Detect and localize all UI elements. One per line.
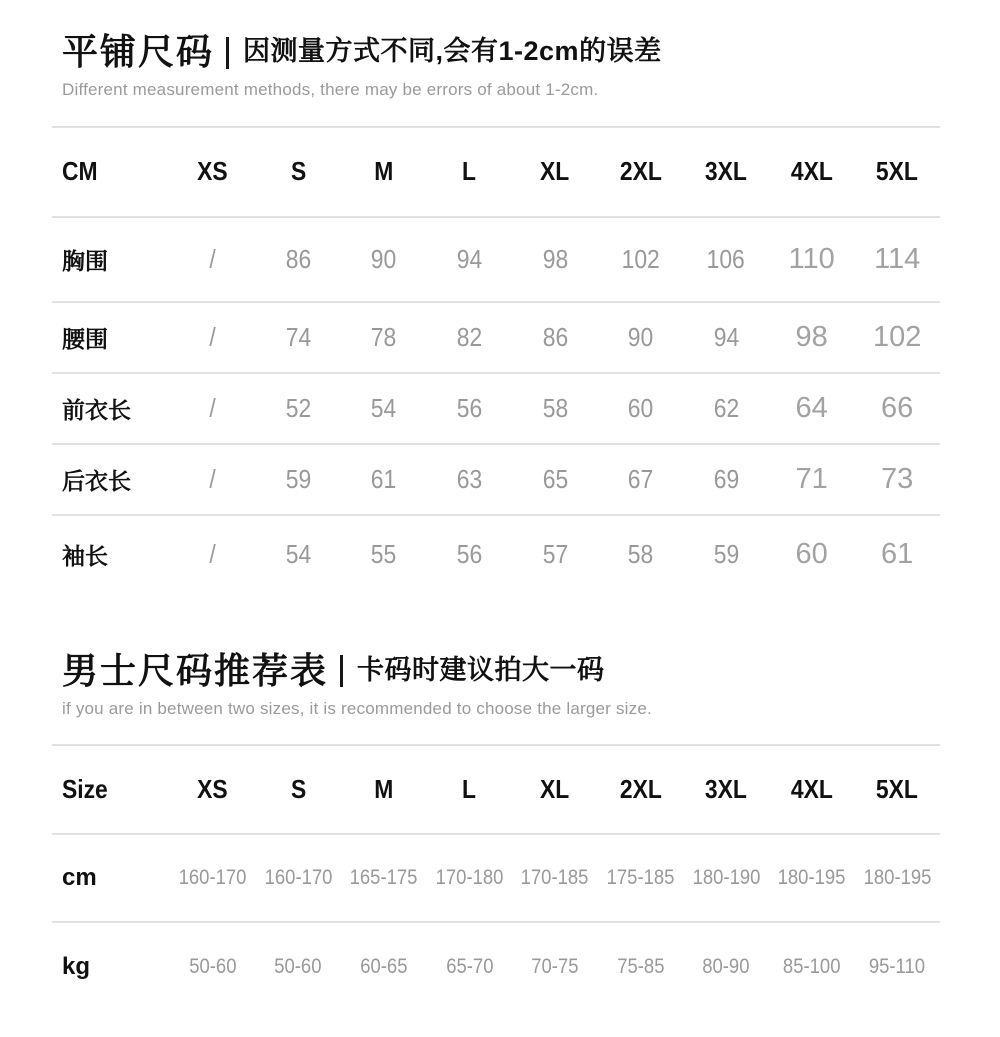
size-value: /: [209, 243, 216, 274]
size-value: 86: [542, 321, 568, 352]
size-value-cell: [854, 515, 940, 593]
size-column-header: [427, 745, 513, 834]
size-value: 63: [456, 463, 483, 494]
size-value: 65-70: [445, 954, 494, 978]
size-value: 65: [542, 463, 568, 494]
column-header-label: 4XL: [790, 774, 833, 805]
size-value: 86: [285, 243, 312, 274]
size-value-cell: [512, 834, 598, 922]
row-label-cell: [52, 922, 170, 1010]
flat-size-table: [52, 126, 940, 593]
size-value: 66: [881, 391, 914, 424]
men-recommend-section: [0, 649, 1000, 1011]
men-recommend-subtitle-en: if you are in between two sizes, it is recommended to choose the larger size.: [62, 698, 652, 718]
table-row: [52, 515, 940, 593]
size-value: 95-110: [869, 954, 926, 978]
size-value: 61: [371, 463, 397, 494]
size-value-cell: [170, 922, 256, 1010]
men-recommend-header-row: [52, 745, 940, 834]
size-value: 62: [713, 392, 739, 423]
row-label: 前衣长: [62, 396, 131, 423]
row-label-header: [52, 127, 170, 217]
size-value-cell: [427, 444, 513, 515]
size-value: 170-180: [435, 866, 504, 890]
size-column-header: [769, 745, 855, 834]
size-value: 80-90: [702, 954, 750, 978]
row-label-cell: [52, 444, 170, 515]
size-value-cell: [683, 515, 769, 593]
size-value: 98: [542, 243, 568, 274]
size-value: 175-185: [606, 866, 675, 890]
men-recommend-title-row: [62, 649, 1000, 692]
size-value-cell: [854, 373, 940, 444]
size-value-cell: [854, 302, 940, 373]
size-value: 94: [713, 321, 739, 352]
size-value: 73: [881, 462, 914, 495]
size-value-cell: [256, 444, 342, 515]
size-value: 58: [627, 538, 654, 569]
row-label: 袖长: [62, 542, 108, 569]
size-value-cell: [427, 217, 513, 302]
size-column-header: [683, 745, 769, 834]
size-value-cell: [854, 922, 940, 1010]
size-value: 85-100: [782, 954, 841, 978]
size-value-cell: [854, 834, 940, 922]
row-label: 后衣长: [62, 467, 131, 494]
row-label-cell: [52, 834, 170, 922]
size-value: /: [209, 538, 216, 569]
size-value-cell: [256, 217, 342, 302]
size-value: 82: [456, 321, 483, 352]
size-value: 57: [542, 538, 568, 569]
size-column-header: [598, 745, 684, 834]
size-value: 60: [795, 537, 828, 570]
column-header-label: 2XL: [619, 774, 662, 805]
men-recommend-title-note: 卡码时建议拍大一码: [357, 654, 605, 685]
size-value-cell: [854, 217, 940, 302]
size-value: 98: [795, 320, 828, 353]
size-value: 90: [371, 243, 397, 274]
men-recommend-title: 男士尺码推荐表: [62, 649, 329, 691]
size-value: 180-195: [863, 866, 932, 890]
table-row: [52, 922, 940, 1010]
size-value-cell: [598, 515, 684, 593]
size-value-cell: [341, 515, 427, 593]
column-header-label: XS: [197, 774, 229, 805]
size-value: 56: [456, 392, 483, 423]
size-column-header: [170, 127, 256, 217]
size-value: 69: [713, 463, 739, 494]
size-value: 180-190: [692, 866, 760, 890]
size-value-cell: [427, 922, 513, 1010]
size-column-header: [256, 745, 342, 834]
row-label: kg: [62, 952, 91, 980]
size-value: 54: [371, 392, 397, 423]
size-value-cell: [256, 922, 342, 1010]
size-value-cell: [512, 373, 598, 444]
men-recommend-table: [52, 744, 940, 1010]
row-label-header: [52, 745, 170, 834]
size-value: 170-185: [521, 866, 589, 890]
size-value: 71: [795, 462, 828, 495]
size-value: 60-65: [360, 954, 408, 978]
size-value: 180-195: [777, 866, 846, 890]
flat-size-title-row: [62, 30, 1000, 73]
size-column-header: [854, 127, 940, 217]
size-value-cell: [170, 444, 256, 515]
size-value-cell: [427, 373, 513, 444]
size-column-header: [769, 127, 855, 217]
size-value-cell: [769, 515, 855, 593]
size-value-cell: [683, 922, 769, 1010]
size-value-cell: [598, 302, 684, 373]
size-value: 59: [713, 538, 739, 569]
size-value: 54: [285, 538, 312, 569]
size-value: 70-75: [531, 954, 579, 978]
flat-size-title: 平铺尺码: [62, 31, 215, 72]
size-value-cell: [427, 515, 513, 593]
size-value: 52: [285, 392, 312, 423]
column-header-label: 3XL: [705, 156, 748, 187]
size-value-cell: [512, 922, 598, 1010]
row-label: cm: [62, 864, 97, 892]
row-label-cell: [52, 302, 170, 373]
size-value: 60: [627, 392, 654, 423]
row-label-cell: [52, 373, 170, 444]
size-value: 56: [456, 538, 483, 569]
size-value-cell: [683, 834, 769, 922]
size-value-cell: [256, 834, 342, 922]
size-value: 67: [627, 463, 654, 494]
size-value-cell: [598, 373, 684, 444]
size-value: /: [209, 321, 216, 352]
size-value-cell: [256, 515, 342, 593]
size-column-header: [512, 745, 598, 834]
column-header-label: Size: [62, 774, 108, 805]
size-column-header: [854, 745, 940, 834]
size-value-cell: [854, 444, 940, 515]
flat-size-subtitle-en: Different measurement methods, there may be errors of about 1-2cm.: [62, 80, 599, 100]
size-value-cell: [512, 302, 598, 373]
size-value-cell: [512, 515, 598, 593]
size-value-cell: [256, 302, 342, 373]
table-row: [52, 444, 940, 515]
size-value-cell: [170, 834, 256, 922]
size-value-cell: [769, 834, 855, 922]
size-column-header: [427, 127, 513, 217]
size-value: 106: [706, 243, 746, 274]
size-value-cell: [598, 444, 684, 515]
column-header-label: L: [462, 774, 477, 805]
size-value: 165-175: [349, 866, 418, 890]
size-value-cell: [769, 217, 855, 302]
size-value-cell: [341, 373, 427, 444]
table-row: [52, 217, 940, 302]
size-value: 90: [627, 321, 654, 352]
size-column-header: [341, 127, 427, 217]
size-value: 59: [285, 463, 312, 494]
size-value-cell: [427, 834, 513, 922]
size-value: 110: [788, 242, 835, 275]
column-header-label: M: [374, 774, 394, 805]
size-value-cell: [769, 373, 855, 444]
column-header-label: XS: [197, 156, 229, 187]
size-value: /: [209, 463, 216, 494]
size-value-cell: [512, 444, 598, 515]
size-column-header: [512, 127, 598, 217]
size-value: 114: [874, 242, 921, 275]
column-header-label: L: [462, 156, 477, 187]
size-value: 58: [542, 392, 568, 423]
size-value: 160-170: [178, 866, 247, 890]
column-header-label: S: [290, 774, 306, 805]
row-label-cell: [52, 515, 170, 593]
size-value-cell: [341, 302, 427, 373]
size-column-header: [170, 745, 256, 834]
size-value-cell: [341, 922, 427, 1010]
size-value: 61: [881, 537, 914, 570]
size-column-header: [341, 745, 427, 834]
column-header-label: 5XL: [876, 156, 919, 187]
size-value-cell: [170, 515, 256, 593]
size-value-cell: [256, 373, 342, 444]
size-column-header: [256, 127, 342, 217]
size-value-cell: [427, 302, 513, 373]
size-value-cell: [341, 444, 427, 515]
table-row: [52, 834, 940, 922]
size-value: 78: [371, 321, 397, 352]
flat-size-title-note: 因测量方式不同,会有1-2cm的误差: [243, 36, 662, 67]
size-value: 64: [795, 391, 828, 424]
size-value-cell: [683, 373, 769, 444]
size-value-cell: [683, 217, 769, 302]
column-header-label: S: [290, 156, 306, 187]
column-header-label: XL: [540, 156, 570, 187]
column-header-label: 5XL: [876, 774, 919, 805]
size-value: /: [209, 392, 216, 423]
size-value-cell: [769, 302, 855, 373]
title-divider-bar: [226, 37, 229, 69]
size-value-cell: [683, 302, 769, 373]
size-value: 50-60: [189, 954, 237, 978]
column-header-label: XL: [540, 774, 570, 805]
table-row: [52, 373, 940, 444]
column-header-label: 2XL: [619, 156, 662, 187]
column-header-label: 3XL: [705, 774, 748, 805]
size-value-cell: [769, 922, 855, 1010]
column-header-label: CM: [62, 156, 98, 187]
table-row: [52, 302, 940, 373]
size-value: 102: [621, 243, 660, 274]
size-value-cell: [341, 217, 427, 302]
title-divider-bar: [340, 655, 343, 687]
size-chart-page: [0, 30, 1000, 1010]
column-header-label: M: [374, 156, 394, 187]
size-value-cell: [598, 834, 684, 922]
flat-size-header-row: [52, 127, 940, 217]
size-value-cell: [170, 302, 256, 373]
size-value: 55: [371, 538, 397, 569]
size-column-header: [598, 127, 684, 217]
size-value-cell: [170, 373, 256, 444]
size-value-cell: [769, 444, 855, 515]
size-value-cell: [170, 217, 256, 302]
size-value: 94: [456, 243, 483, 274]
size-value: 75-85: [616, 954, 665, 978]
size-value: 102: [872, 320, 922, 353]
flat-size-section: [0, 30, 1000, 593]
size-value: 160-170: [264, 866, 333, 890]
size-value-cell: [598, 217, 684, 302]
size-value-cell: [512, 217, 598, 302]
size-column-header: [683, 127, 769, 217]
row-label: 胸围: [62, 247, 108, 274]
row-label-cell: [52, 217, 170, 302]
size-value-cell: [598, 922, 684, 1010]
size-value-cell: [341, 834, 427, 922]
row-label: 腰围: [62, 325, 108, 352]
size-value: 74: [285, 321, 312, 352]
column-header-label: 4XL: [790, 156, 833, 187]
size-value: 50-60: [274, 954, 322, 978]
size-value-cell: [683, 444, 769, 515]
